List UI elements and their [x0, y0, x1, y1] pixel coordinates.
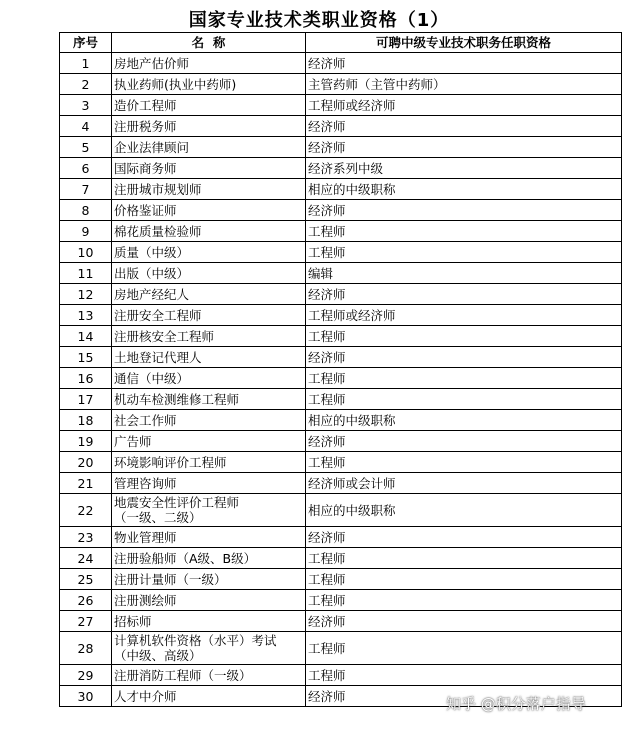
table-row [60, 665, 622, 686]
table-row [60, 74, 622, 95]
eligible-title: 工程师 [306, 590, 622, 611]
row-number: 24 [60, 548, 112, 569]
qualification-table [59, 32, 622, 707]
qualification-name: 注册核安全工程师 [112, 326, 306, 347]
table-row [60, 242, 622, 263]
eligible-title: 工程师 [306, 389, 622, 410]
row-number: 16 [60, 368, 112, 389]
qualification-name: 出版（中级） [112, 263, 306, 284]
qualification-name: 管理咨询师 [112, 473, 306, 494]
page-title: 国家专业技术类职业资格（1） [188, 10, 450, 31]
eligible-title: 经济师 [306, 611, 622, 632]
eligible-title: 工程师 [306, 221, 622, 242]
qualification-name: 注册验船师（A级、B级） [112, 548, 306, 569]
eligible-title: 相应的中级职称 [306, 410, 622, 431]
eligible-title: 工程师 [306, 665, 622, 686]
table-row [60, 305, 622, 326]
table-body [60, 53, 622, 707]
eligible-title: 经济师 [306, 347, 622, 368]
eligible-title: 相应的中级职称 [306, 494, 622, 527]
qualification-name: 环境影响评价工程师 [112, 452, 306, 473]
row-number: 26 [60, 590, 112, 611]
row-number: 13 [60, 305, 112, 326]
row-number: 11 [60, 263, 112, 284]
table-row [60, 494, 622, 527]
eligible-title: 经济师 [306, 431, 622, 452]
eligible-title: 工程师 [306, 368, 622, 389]
table-row [60, 473, 622, 494]
row-number: 3 [60, 95, 112, 116]
table-row [60, 95, 622, 116]
table-row [60, 284, 622, 305]
eligible-title: 相应的中级职称 [306, 179, 622, 200]
table-row [60, 611, 622, 632]
table-row [60, 179, 622, 200]
row-number: 25 [60, 569, 112, 590]
qualification-name: 注册测绘师 [112, 590, 306, 611]
qualification-name: 注册税务师 [112, 116, 306, 137]
row-number: 9 [60, 221, 112, 242]
row-number: 4 [60, 116, 112, 137]
row-number: 20 [60, 452, 112, 473]
qualification-name: 造价工程师 [112, 95, 306, 116]
eligible-title: 经济师 [306, 116, 622, 137]
qualification-name: 注册安全工程师 [112, 305, 306, 326]
table-row [60, 452, 622, 473]
row-number: 22 [60, 494, 112, 527]
row-number: 8 [60, 200, 112, 221]
row-number: 21 [60, 473, 112, 494]
eligible-title: 经济师或会计师 [306, 473, 622, 494]
eligible-title: 工程师或经济师 [306, 95, 622, 116]
qualification-name: 人才中介师 [112, 686, 306, 707]
table-row [60, 200, 622, 221]
qualification-name: 执业药师(执业中药师) [112, 74, 306, 95]
qualification-name: 房地产估价师 [112, 53, 306, 74]
eligible-title: 经济师 [306, 53, 622, 74]
qualification-name: 计算机软件资格（水平）考试 （中级、高级） [112, 632, 306, 665]
qualification-name: 企业法律顾问 [112, 137, 306, 158]
table-row [60, 53, 622, 74]
table-row [60, 431, 622, 452]
eligible-title: 经济师 [306, 527, 622, 548]
table-row [60, 527, 622, 548]
qualification-name: 国际商务师 [112, 158, 306, 179]
qualification-name: 通信（中级） [112, 368, 306, 389]
eligible-title: 工程师或经济师 [306, 305, 622, 326]
eligible-title: 经济师 [306, 200, 622, 221]
table-row [60, 137, 622, 158]
row-number: 12 [60, 284, 112, 305]
eligible-title: 经济师 [306, 284, 622, 305]
table-row [60, 410, 622, 431]
eligible-title: 经济师 [306, 686, 622, 707]
row-number: 30 [60, 686, 112, 707]
table-header-row [60, 33, 622, 53]
eligible-title: 经济师 [306, 137, 622, 158]
header-number: 序号 [60, 33, 112, 53]
row-number: 6 [60, 158, 112, 179]
qualification-name: 招标师 [112, 611, 306, 632]
qualification-name: 社会工作师 [112, 410, 306, 431]
qualification-name: 注册计量师（一级） [112, 569, 306, 590]
qualification-name: 注册消防工程师（一级） [112, 665, 306, 686]
eligible-title: 工程师 [306, 548, 622, 569]
qualification-name: 价格鉴证师 [112, 200, 306, 221]
table-row [60, 347, 622, 368]
table-row [60, 389, 622, 410]
eligible-title: 经济系列中级 [306, 158, 622, 179]
qualification-name: 物业管理师 [112, 527, 306, 548]
header-qualification: 可聘中级专业技术职务任职资格 [306, 33, 622, 53]
table-row [60, 368, 622, 389]
table-row [60, 158, 622, 179]
row-number: 17 [60, 389, 112, 410]
watermark: 知乎 @积分落户指导 [446, 695, 586, 713]
header-name: 名 称 [112, 33, 306, 53]
row-number: 10 [60, 242, 112, 263]
row-number: 2 [60, 74, 112, 95]
qualification-name: 机动车检测维修工程师 [112, 389, 306, 410]
table-row [60, 326, 622, 347]
qualification-name: 地震安全性评价工程师 （一级、二级） [112, 494, 306, 527]
table-row [60, 263, 622, 284]
qualification-name: 房地产经纪人 [112, 284, 306, 305]
qualification-name: 棉花质量检验师 [112, 221, 306, 242]
row-number: 15 [60, 347, 112, 368]
row-number: 19 [60, 431, 112, 452]
table-row [60, 548, 622, 569]
eligible-title: 工程师 [306, 632, 622, 665]
table-row [60, 590, 622, 611]
eligible-title: 工程师 [306, 569, 622, 590]
row-number: 14 [60, 326, 112, 347]
table-row [60, 569, 622, 590]
row-number: 1 [60, 53, 112, 74]
eligible-title: 工程师 [306, 452, 622, 473]
eligible-title: 工程师 [306, 326, 622, 347]
row-number: 7 [60, 179, 112, 200]
eligible-title: 主管药师（主管中药师） [306, 74, 622, 95]
table-row [60, 632, 622, 665]
row-number: 29 [60, 665, 112, 686]
table-row [60, 221, 622, 242]
table-row [60, 116, 622, 137]
eligible-title: 工程师 [306, 242, 622, 263]
row-number: 18 [60, 410, 112, 431]
qualification-name: 广告师 [112, 431, 306, 452]
row-number: 28 [60, 632, 112, 665]
qualification-name: 注册城市规划师 [112, 179, 306, 200]
row-number: 23 [60, 527, 112, 548]
row-number: 27 [60, 611, 112, 632]
eligible-title: 编辑 [306, 263, 622, 284]
qualification-name: 质量（中级） [112, 242, 306, 263]
row-number: 5 [60, 137, 112, 158]
qualification-name: 土地登记代理人 [112, 347, 306, 368]
